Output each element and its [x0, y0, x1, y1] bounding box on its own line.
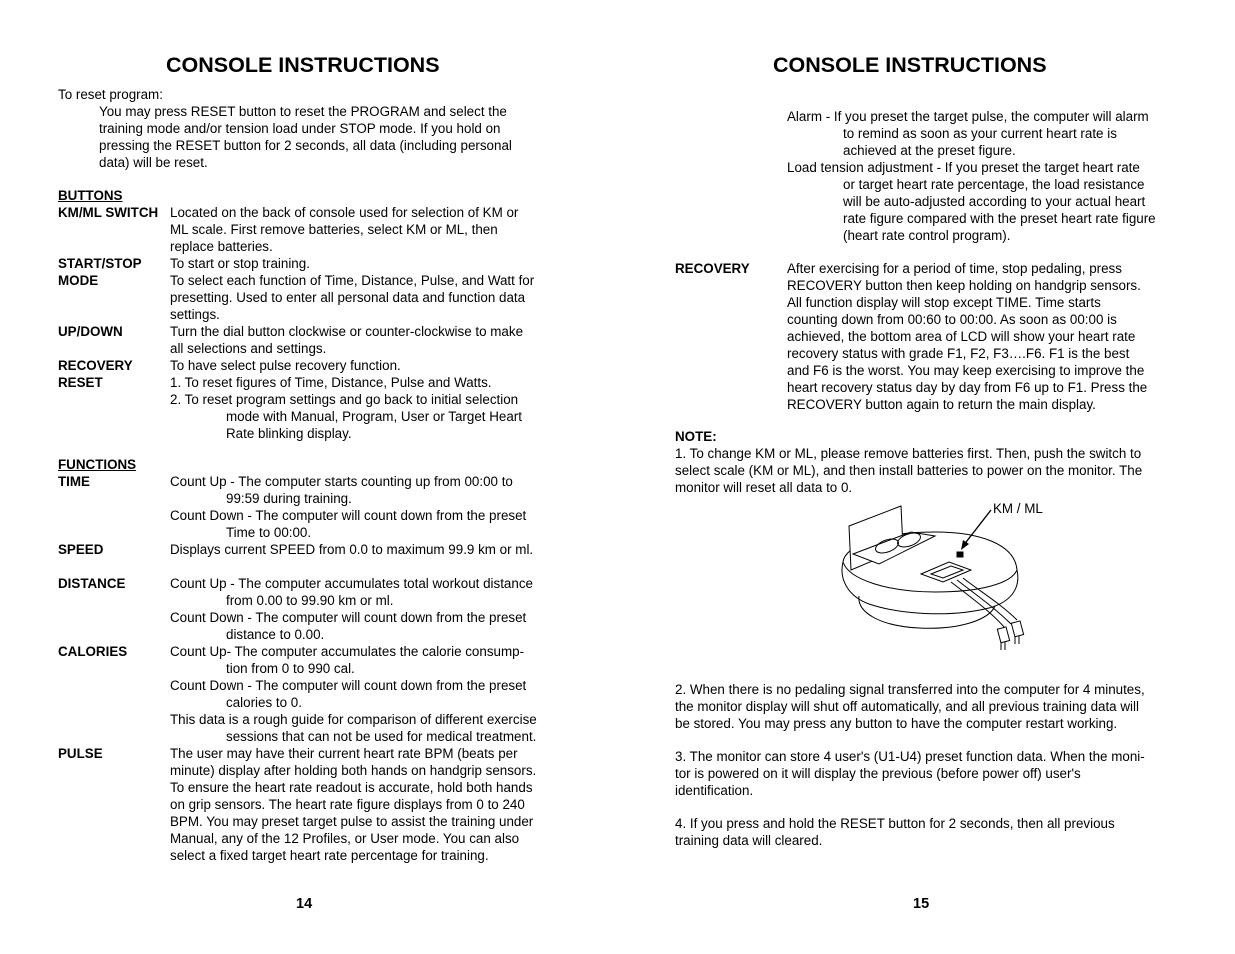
term-label: RESET — [58, 375, 103, 390]
page-number: 15 — [913, 896, 930, 912]
term-label: DISTANCE — [58, 576, 126, 591]
text-line: will be auto-adjusted according to your actual heart — [843, 194, 1146, 209]
term-label: START/STOP — [58, 256, 142, 271]
text-line: to remind as soon as your current heart rate is — [843, 126, 1117, 141]
buttons-section — [58, 187, 588, 442]
text-line: identification. — [675, 783, 754, 798]
text-line: Count Down - The computer will count down from the preset — [170, 678, 527, 693]
text-line: select a fixed target heart rate percentage for training. — [170, 848, 489, 863]
text-line: recovery status with grade F1, F2, F3….F6. F1 is the best — [787, 346, 1130, 361]
page-title: CONSOLE INSTRUCTIONS — [773, 53, 1047, 77]
text-line: To select each function of Time, Distance, Pulse, and Watt for — [170, 273, 535, 288]
text-line: mode with Manual, Program, User or Target Heart — [226, 409, 522, 424]
term-label: RECOVERY — [675, 261, 750, 276]
text-line: The user may have their current heart rate BPM (beats per — [170, 746, 518, 761]
button-item-reset — [58, 374, 588, 442]
text-line: Count Up - The computer accumulates total workout distance — [170, 576, 533, 591]
term-label: UP/DOWN — [58, 324, 123, 339]
text-line: calories to 0. — [226, 695, 302, 710]
text-line: You may press RESET button to reset the PROGRAM and select the — [99, 104, 507, 119]
right-page — [617, 0, 1235, 954]
text-line: training data will cleared. — [675, 833, 823, 848]
buttons-heading: BUTTONS — [58, 188, 123, 203]
load-tension-section — [787, 159, 1217, 244]
text-line: 3. The monitor can store 4 user's (U1-U4) preset function data. When the moni- — [675, 749, 1145, 764]
reset-program-text — [58, 103, 588, 171]
text-line: and F6 is the worst. You may keep exercising to improve the — [787, 363, 1145, 378]
text-line: (heart rate control program). — [843, 228, 1011, 243]
text-line: tor is powered on it will display the previous (before power off) user's — [675, 766, 1081, 781]
text-line: Turn the dial button clockwise or counter-clockwise to make — [170, 324, 524, 339]
figure-label: KM / ML — [993, 501, 1043, 516]
text-line: To ensure the heart rate readout is accurate, hold both hands — [170, 780, 533, 795]
button-item-start-stop — [58, 255, 588, 272]
note-section — [675, 428, 1225, 496]
text-line: Count Down - The computer will count down from the preset — [170, 610, 527, 625]
button-item-mode — [58, 272, 588, 323]
text-line: Located on the back of console used for selection of KM or — [170, 205, 519, 220]
text-line: RECOVERY button again to return the main display. — [787, 397, 1096, 412]
text-line: training mode and/or tension load under STOP mode. If you hold on — [99, 121, 501, 136]
text-line: the monitor display will shut off automatically, and all previous training data will — [675, 699, 1139, 714]
text-line: 2. When there is no pedaling signal transferred into the computer for 4 minutes, — [675, 682, 1145, 697]
text-line: All function display will stop except TIME. Time starts — [787, 295, 1101, 310]
text-line: achieved at the preset figure. — [843, 143, 1016, 158]
text-line: BPM. You may preset target pulse to assist the training under — [170, 814, 534, 829]
term-label: PULSE — [58, 746, 103, 761]
console-back-illustration — [839, 500, 1039, 662]
text-line: RECOVERY button then keep holding on handgrip sensors. — [787, 278, 1141, 293]
text-line: Rate blinking display. — [226, 426, 352, 441]
button-item-km-ml-switch — [58, 204, 588, 255]
text-line: minute) display after holding both hands on handgrip sensors. — [170, 763, 537, 778]
text-line: Count Down - The computer will count down from the preset — [170, 508, 527, 523]
text-line: This data is a rough guide for comparison of different exercise — [170, 712, 537, 727]
text-line: Count Up- The computer accumulates the calorie consump- — [170, 644, 525, 659]
page-title: CONSOLE INSTRUCTIONS — [166, 53, 440, 77]
text-line: sessions that can not be used for medical treatment. — [226, 729, 537, 744]
note-item-4 — [675, 815, 1225, 849]
functions-heading: FUNCTIONS — [58, 457, 137, 472]
text-line: counting down from 00:60 to 00:00. As soon as 00:00 is — [787, 312, 1117, 327]
recovery-section — [675, 260, 1225, 413]
spacer — [58, 558, 588, 575]
text-line: achieved, the bottom area of LCD will show your heart rate — [787, 329, 1136, 344]
term-label: MODE — [58, 273, 99, 288]
text-line: distance to 0.00. — [226, 627, 325, 642]
text-line: or target heart rate percentage, the load resistance — [843, 177, 1145, 192]
text-line: To start or stop training. — [170, 256, 310, 271]
alarm-section — [787, 108, 1217, 159]
function-item-distance — [58, 575, 588, 643]
text-line: Time to 00:00. — [226, 525, 312, 540]
text-line: all selections and settings. — [170, 341, 327, 356]
text-line: select scale (KM or ML), and then install batteries to power on the monitor. The — [675, 463, 1143, 478]
text-line: Count Up - The computer starts counting up from 00:00 to — [170, 474, 513, 489]
text-line: settings. — [170, 307, 220, 322]
text-line: heart recovery status day by day from F6 up to F1. Press the — [787, 380, 1148, 395]
text-line: Alarm - If you preset the target pulse, the computer will alarm — [787, 109, 1149, 124]
functions-section — [58, 456, 588, 864]
text-line: Load tension adjustment - If you preset the target heart rate — [787, 160, 1140, 175]
text-line: 2. To reset program settings and go back to initial selection — [170, 392, 519, 407]
term-label: RECOVERY — [58, 358, 133, 373]
left-page — [0, 0, 617, 954]
text-line: After exercising for a period of time, stop pedaling, press — [787, 261, 1122, 276]
button-item-recovery — [58, 357, 588, 374]
text-line: ML scale. First remove batteries, select KM or ML, then — [170, 222, 498, 237]
text-line: monitor will reset all data to 0. — [675, 480, 853, 495]
text-line: tion from 0 to 990 cal. — [226, 661, 355, 676]
reset-program-label: To reset program: — [58, 87, 163, 102]
page-number: 14 — [296, 896, 313, 912]
term-label: KM/ML SWITCH — [58, 205, 159, 220]
text-line: 1. To reset figures of Time, Distance, Pulse and Watts. — [170, 375, 492, 390]
text-line: pressing the RESET button for 2 seconds, all data (including personal — [99, 138, 512, 153]
note-heading: NOTE: — [675, 429, 717, 444]
text-line: be stored. You may press any button to have the computer restart working. — [675, 716, 1118, 731]
text-line: Displays current SPEED from 0.0 to maximum 99.9 km or ml. — [170, 542, 534, 557]
function-item-calories — [58, 643, 588, 745]
text-line: presetting. Used to enter all personal data and function data — [170, 290, 526, 305]
note-item-3 — [675, 748, 1225, 799]
function-item-speed — [58, 541, 588, 558]
button-item-up-down — [58, 323, 588, 357]
text-line: To have select pulse recovery function. — [170, 358, 401, 373]
term-label: CALORIES — [58, 644, 128, 659]
function-item-pulse — [58, 745, 588, 864]
text-line: rate figure compared with the preset heart rate figure — [843, 211, 1156, 226]
text-line: replace batteries. — [170, 239, 273, 254]
text-line: on grip sensors. The heart rate figure displays from 0 to 240 — [170, 797, 525, 812]
reset-program-section — [58, 86, 588, 171]
note-item-2 — [675, 681, 1225, 732]
text-line: from 0.00 to 99.90 km or ml. — [226, 593, 394, 608]
text-line: data) will be reset. — [99, 155, 208, 170]
text-line: Manual, any of the 12 Profiles, or User mode. You can also — [170, 831, 520, 846]
term-label: SPEED — [58, 542, 104, 557]
function-item-time — [58, 473, 588, 541]
text-line: 99:59 during training. — [226, 491, 352, 506]
text-line: 1. To change KM or ML, please remove batteries first. Then, push the switch to — [675, 446, 1142, 461]
term-label: TIME — [58, 474, 90, 489]
text-line: 4. If you press and hold the RESET button for 2 seconds, then all previous — [675, 816, 1115, 831]
